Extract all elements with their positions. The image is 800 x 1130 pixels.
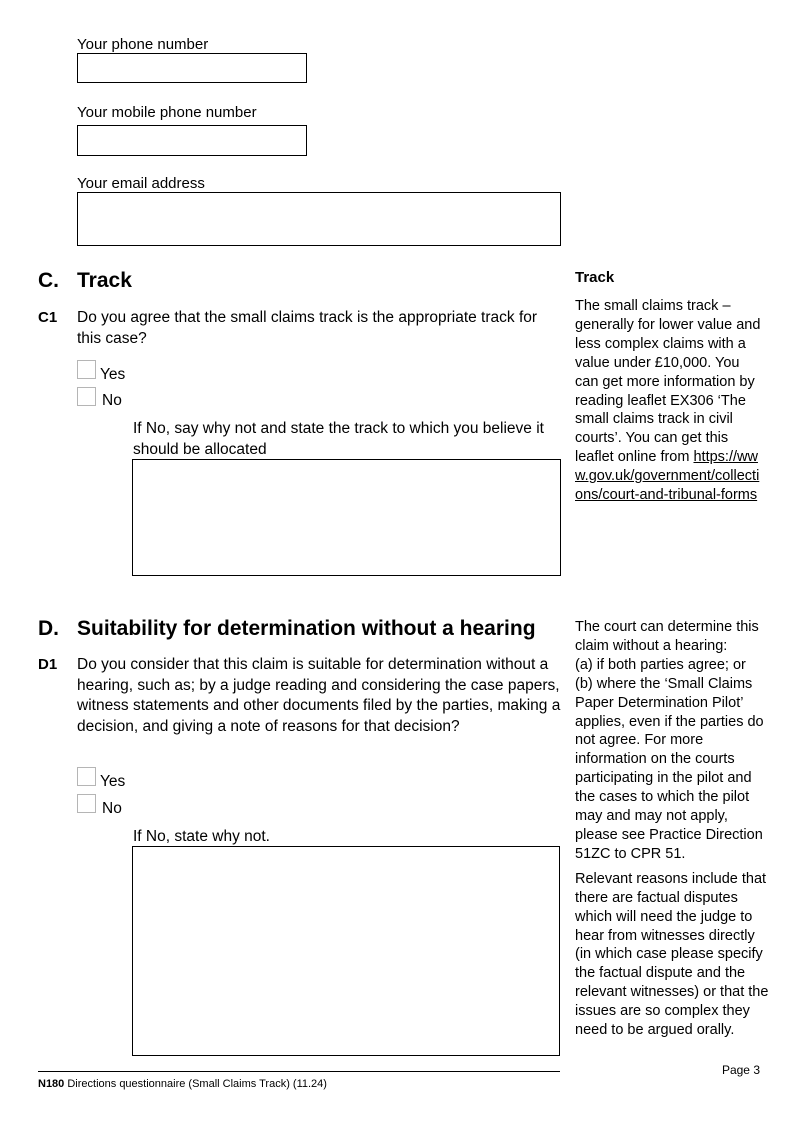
d1-yes-checkbox[interactable] [77,767,96,786]
page-number: Page 3 [721,1063,760,1077]
hearing-sidebar-item-b: (b) where the ‘Small Claims Paper Determination Pilot’ applies, even if the parties do not agree. For more information on the courts participating in the pilot and the cases to which the pilot may and may not apply, please see Practice Direction 51ZC to CPR 51. [575,675,764,862]
c1-reason-textarea[interactable] [132,459,561,576]
d1-no-checkbox[interactable] [77,794,96,813]
mobile-label: Your mobile phone number [77,104,257,121]
c1-yes-label: Yes [100,366,126,383]
email-label: Your email address [77,175,205,192]
footer-divider [38,1071,560,1072]
d1-no-label: No [102,800,122,817]
footer-form-info [38,1078,327,1090]
section-d-title: Suitability for determination without a hearing [77,617,536,640]
question-c1-text: Do you agree that the small claims track is the appropriate track for this case? [77,309,538,347]
question-c1-number: C1 [38,309,58,326]
section-c-title: Track [77,269,132,292]
d1-yes-label: Yes [100,773,126,790]
section-d-letter: D. [38,617,59,640]
email-input[interactable] [77,192,561,246]
court-forms-link[interactable]: https://www.gov.uk/government/collections/court-and-tribunal-forms [575,449,760,504]
c1-if-no-label: If No, say why not and state the track to which you believe it should be allocated [133,420,544,458]
hearing-sidebar [575,618,770,1040]
hearing-sidebar-item-a: (a) if both parties agree; or [575,656,746,673]
hearing-sidebar-intro: The court can determine this claim without a hearing: [575,619,759,654]
phone-input[interactable] [77,53,307,83]
c1-yes-checkbox[interactable] [77,360,96,379]
d1-if-no-label: If No, state why not. [133,828,270,845]
hearing-sidebar-reasons: Relevant reasons include that there are factual disputes which will need the judge to hear from witnesses directly (in which case please specify the factual dispute and the relevant witnesses) or that the issues are so complex they need to be argued orally. [575,870,769,1039]
d1-reason-textarea[interactable] [132,846,560,1056]
footer-form-code: N180 [38,1078,65,1090]
c1-no-label: No [102,392,122,409]
section-c-letter: C. [38,269,59,292]
footer-form-title: Directions questionnaire (Small Claims Track) (11.24) [64,1078,327,1090]
question-d1-number: D1 [38,656,58,673]
question-d1-text: Do you consider that this claim is suitable for determination without a hearing, such as; by a judge reading and considering the case papers, witness statements and other documents filed by the parties, making a decision, and giving a note of reasons for that decision? [77,656,561,735]
mobile-input[interactable] [77,125,307,156]
track-sidebar-body: The small claims track – generally for lower value and less complex claims with a value under £10,000. You can get more information by reading leaflet EX306 ‘The small claims track in civil courts’. You can get this leaflet online from [575,298,761,466]
c1-no-checkbox[interactable] [77,387,96,406]
track-sidebar-title: Track [575,269,615,286]
phone-label: Your phone number [77,36,209,53]
track-sidebar-text [575,297,765,505]
